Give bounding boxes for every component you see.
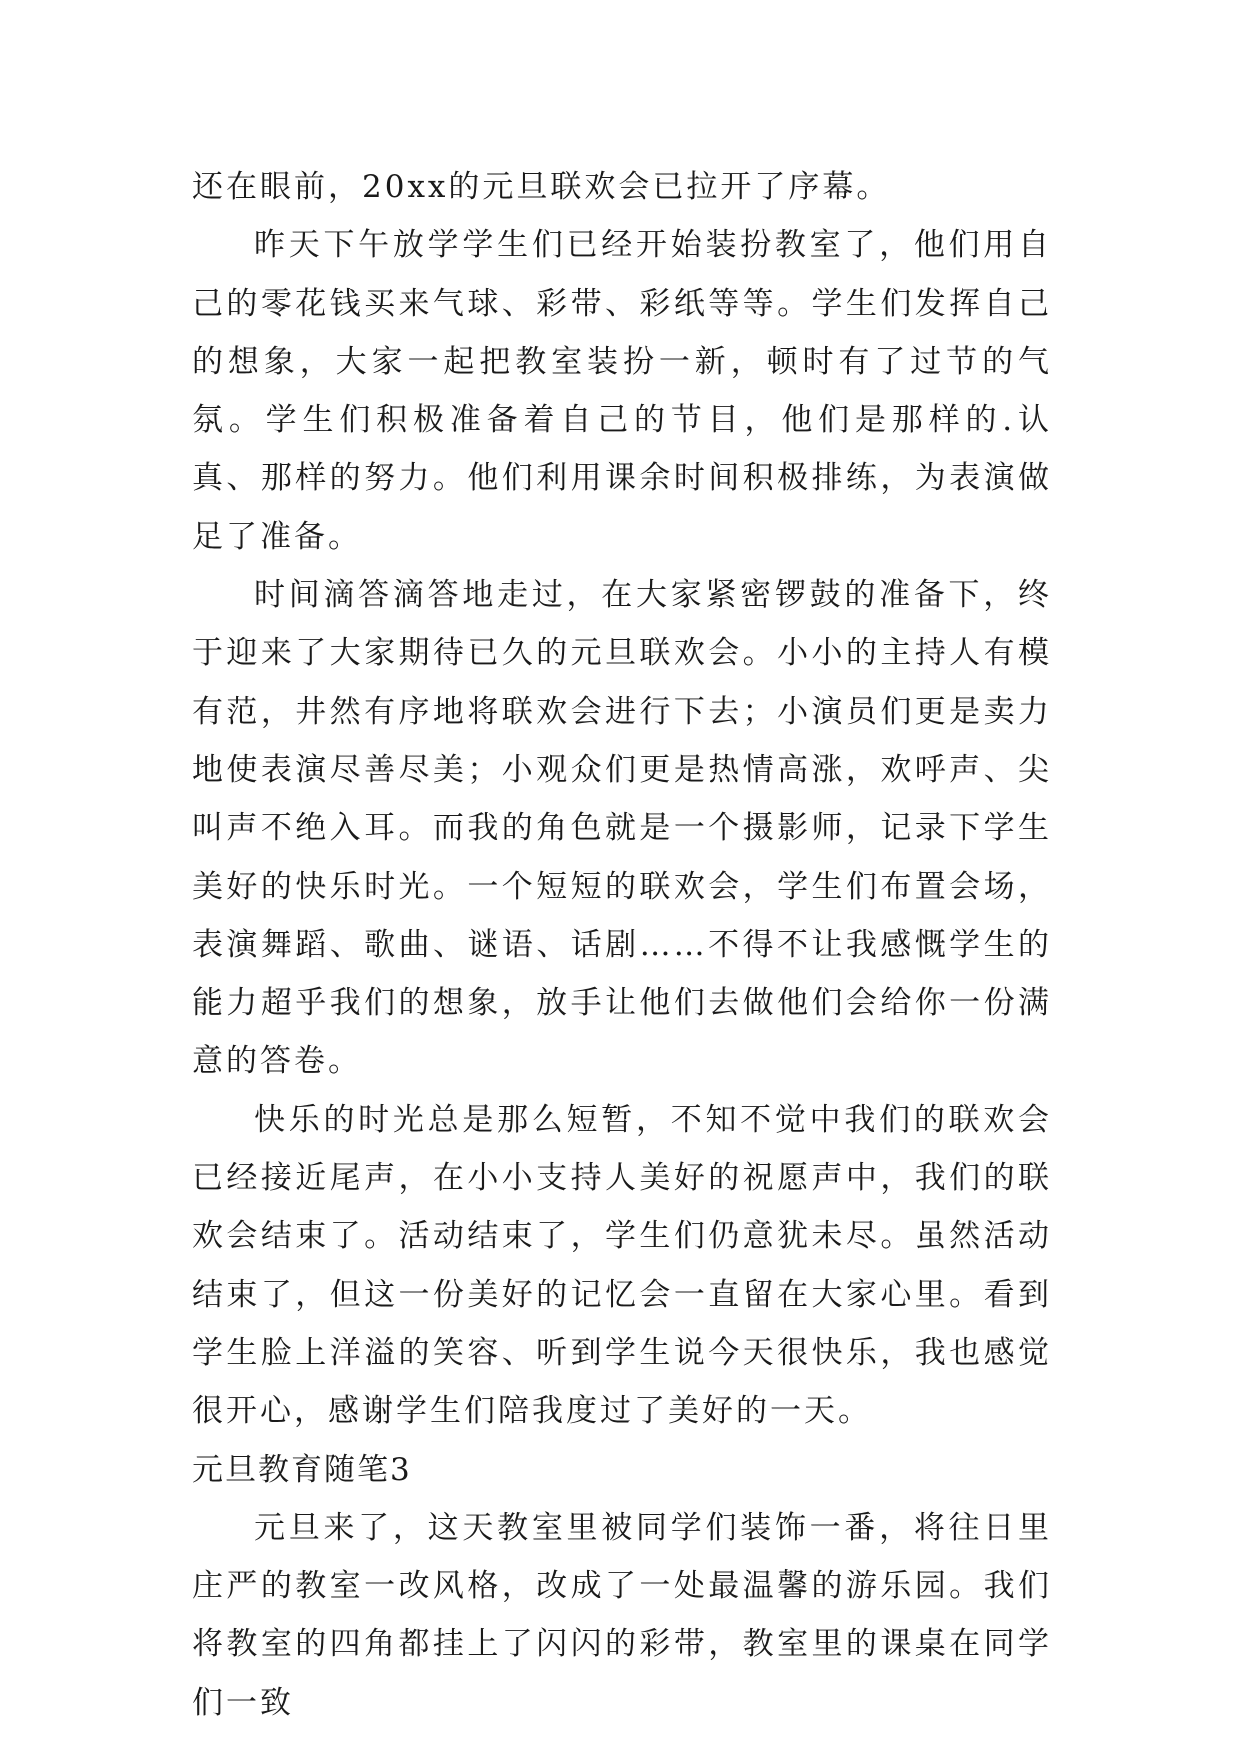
paragraph-party-ending: 快乐的时光总是那么短暂，不知不觉中我们的联欢会已经接近尾声，在小小支持人美好的祝愿声中，我们的联欢会结束了。活动结束了，学生们仍意犹未尽。虽然活动结束了，但这一份美好的记忆会一直留在大家心里。看到学生脸上洋溢的笑容、听到学生说今天很快乐，我也感觉很开心，感谢学生们陪我度过了美好的一天。 bbox=[192, 1101, 1052, 1430]
paragraph-continuation: 还在眼前，20xx的元旦联欢会已拉开了序幕。 bbox=[192, 169, 891, 205]
paragraph-decorating-classroom: 昨天下午放学学生们已经开始装扮教室了，他们用自己的零花钱买来气球、彩带、彩纸等等。学生们发挥自己的想象，大家一起把教室装扮一新，顿时有了过节的气氛。学生们积极准备着自己的节目，他们是那样的.认真、那样的努力。他们利用课余时间积极排练，为表演做足了准备。 bbox=[192, 227, 1052, 555]
paragraph-party-performance: 时间滴答滴答地走过，在大家紧密锣鼓的准备下，终于迎来了大家期待已久的元旦联欢会。小小的主持人有模有范，井然有序地将联欢会进行下去；小演员们更是卖力地使表演尽善尽美；小观众们更是热情高涨，欢呼声、尖叫声不绝入耳。而我的角色就是一个摄影师，记录下学生美好的快乐时光。一个短短的联欢会，学生们布置会场，表演舞蹈、歌曲、谜语、话剧……不得不让我感慨学生的能力超乎我们的想象，放手让他们去做他们会给你一份满意的答卷。 bbox=[192, 577, 1052, 1080]
section-heading: 元旦教育随笔3 bbox=[192, 1451, 412, 1488]
paragraph-new-year-classroom: 元旦来了，这天教室里被同学们装饰一番，将往日里庄严的教室一改风格，改成了一处最温馨的游乐园。我们将教室的四角都挂上了闪闪的彩带，教室里的课桌在同学们一致 bbox=[192, 1509, 1052, 1721]
document-body bbox=[192, 158, 1052, 1732]
